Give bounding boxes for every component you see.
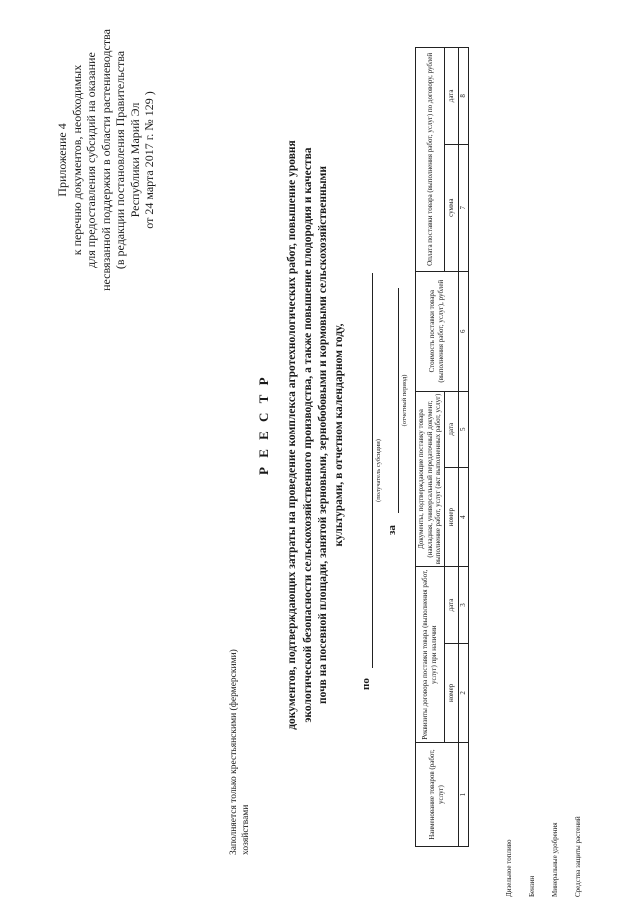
sub-data: дата: [444, 48, 458, 145]
column-number: 3: [458, 567, 468, 643]
period-caption: (отчетный период): [401, 374, 408, 427]
header-contract: Реквизиты договора поставки товара (выполнения работ, услуг) при наличии: [416, 567, 445, 743]
row-label: Средства защиты растений: [574, 816, 582, 897]
sub-data: дата: [444, 567, 458, 643]
header-cost: Стоимость поставки товара (выполнения работ, услуг), рублей: [416, 271, 459, 391]
period-line: [386, 285, 410, 535]
period-rule: [398, 288, 399, 513]
appendix-line: несвязанной поддержки в области растениеводства: [98, 29, 113, 291]
row-labels: [505, 747, 597, 897]
row-label: Бензин: [528, 875, 536, 897]
header-payment: Оплата поставки товара (выполнения работ, услуг) по договору, рублей: [416, 48, 445, 272]
column-number: 6: [458, 271, 468, 391]
sub-data: дата: [444, 391, 458, 467]
column-number: 7: [458, 144, 468, 271]
column-number: 2: [458, 643, 468, 743]
recipient-line: [360, 270, 384, 690]
za-label: за: [386, 525, 398, 535]
appendix-line: (в редакции постановления Правительства: [113, 50, 127, 270]
column-number: 8: [458, 48, 468, 145]
sub-nomer: номер: [444, 643, 458, 743]
column-number: 5: [458, 391, 468, 467]
appendix-line: к перечню документов, необходимых: [69, 64, 84, 256]
appendix-line: от 24 марта 2017 г. № 129 ): [142, 91, 156, 229]
sub-summa: сумма: [444, 144, 458, 271]
recipient-caption: (получатель субсидии): [375, 439, 382, 502]
appendix-line: для предоставления субсидий на оказание: [84, 52, 98, 268]
recipient-rule: [372, 273, 373, 668]
column-number: 1: [458, 743, 468, 847]
header-goods: Наименование товаров (работ, услуг): [416, 743, 459, 847]
document-description: документов, подтверждающих затраты на проведение комплекса агротехнологических работ, повышение уровня экологической безопасности сельскохозяйственного производства, а также повышение плодородия и качества почв на посевной площади, занятой зерновыми, зернобобовыми и кормовыми сельскохозяйственными культурами, в отчетном календарном году,: [286, 140, 345, 730]
header-documents: Документы, подтверждающие поставку товара (накладная, универсальный передаточный документ, выполнение работ, услуг (акт выполненных работ, услуг): [416, 391, 445, 567]
sub-nomer: номер: [444, 467, 458, 567]
appendix-header: [55, 10, 157, 310]
row-label: Минеральные удобрения: [551, 822, 559, 897]
appendix-line: Приложение 4: [55, 123, 69, 197]
row-label: Дизельное топливо: [505, 839, 513, 897]
registry-table: [415, 47, 469, 847]
filled-note: Заполняется только крестьянскими (фермерскими) хозяйствами: [229, 649, 251, 855]
document-title: Р Е Е С Т Р: [256, 374, 271, 475]
appendix-line: Республики Марий Эл: [127, 102, 142, 218]
column-number: 4: [458, 467, 468, 567]
po-label: по: [360, 678, 372, 690]
